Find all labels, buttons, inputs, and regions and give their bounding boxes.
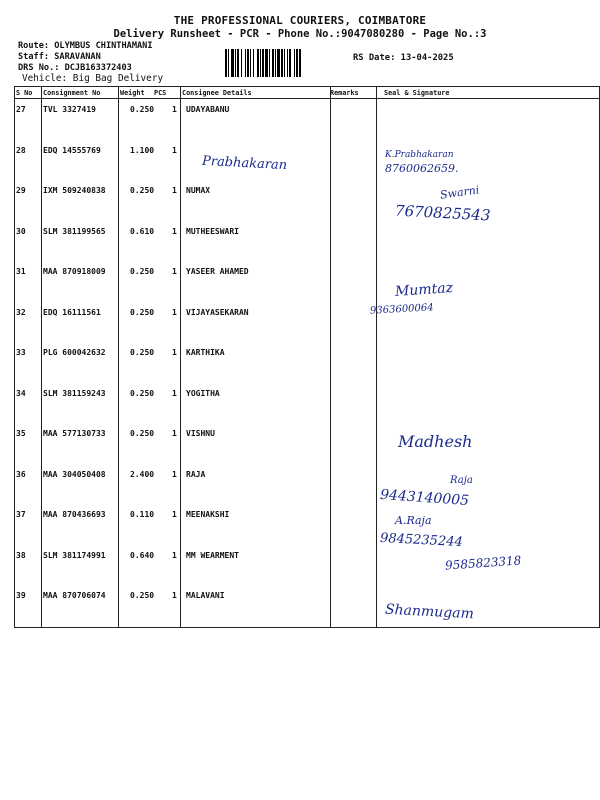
cell-weight: 0.610 [130, 226, 155, 236]
cell-consignment: SLM 381174991 [43, 550, 106, 560]
cell-consignment: SLM 381199565 [43, 226, 106, 236]
cell-consignee: UDAYABANU [186, 105, 230, 114]
cell-weight: 0.250 [130, 388, 155, 398]
runsheet-title: THE PROFESSIONAL COURIERS, COIMBATORE [173, 14, 427, 27]
cell-consignment: PLG 600042632 [43, 348, 106, 357]
cell-consignee: RAJA [186, 469, 206, 479]
col-header-consignee: Consignee Details [182, 89, 252, 97]
runsheet-subtitle: Delivery Runsheet - PCR - Phone No.:9047080280 - Page No.:3 [113, 28, 487, 40]
col-header-remarks: Remarks [330, 89, 359, 97]
cell-weight: 2.400 [130, 469, 155, 479]
cell-weight: 0.110 [130, 510, 155, 519]
cell-consignee: MM WEARMENT [186, 550, 239, 560]
route-label: Route: OLYMBUS CHINTHAMANI [18, 41, 153, 51]
cell-pcs: 1 [172, 226, 177, 236]
cell-pcs: 1 [172, 348, 177, 357]
cell-consignee: VISHNU [186, 429, 215, 438]
table-row [14, 98, 600, 139]
handwritten-text: Swarni [439, 183, 481, 202]
cell-consignment: IXM 509240838 [43, 186, 106, 195]
cell-consignee: YOGITHA [186, 388, 220, 398]
handwritten-text: Raja [450, 475, 473, 486]
handwritten-text: 8760062659. [385, 162, 459, 175]
cell-weight: 0.250 [130, 348, 155, 357]
cell-consignee: MALAVANI [186, 591, 225, 600]
handwritten-text: 7670825543 [394, 201, 491, 225]
cell-consignment: MAA 870918009 [43, 267, 106, 276]
cell-weight: 0.250 [130, 105, 155, 114]
handwritten-text: Prabhakaran [201, 153, 288, 174]
cell-sno: 39 [16, 591, 26, 600]
cell-sno: 38 [16, 550, 26, 560]
barcode [225, 49, 349, 77]
table-row [14, 382, 600, 423]
cell-consignee: NUMAX [186, 186, 211, 195]
staff-label: Staff: SARAVANAN [18, 52, 101, 62]
table-row [14, 503, 600, 544]
cell-pcs: 1 [172, 550, 177, 560]
cell-weight: 0.250 [130, 307, 155, 317]
cell-pcs: 1 [172, 510, 177, 519]
table-row [14, 463, 600, 504]
cell-sno: 35 [16, 429, 26, 438]
cell-sno: 34 [16, 388, 26, 398]
table-row [14, 584, 600, 625]
cell-sno: 36 [16, 469, 26, 479]
cell-weight: 0.250 [130, 186, 155, 195]
cell-weight: 0.250 [130, 591, 155, 600]
cell-consignee: MEENAKSHI [186, 510, 230, 519]
cell-pcs: 1 [172, 186, 177, 195]
col-header-signature: Seal & Signature [384, 89, 450, 97]
col-header-sno: S No [16, 89, 33, 97]
handwritten-text: A.Raja [395, 514, 432, 527]
cell-pcs: 1 [172, 388, 177, 398]
cell-sno: 32 [16, 307, 26, 317]
table-row [14, 179, 600, 220]
cell-pcs: 1 [172, 267, 177, 276]
handwritten-text: 9443140005 [379, 486, 470, 510]
col-header-pcs: PCS [154, 89, 167, 97]
cell-consignee: VIJAYASEKARAN [186, 307, 249, 317]
cell-consignment: MAA 304050408 [43, 469, 106, 479]
cell-pcs: 1 [172, 429, 177, 438]
cell-consignment: MAA 870706074 [43, 591, 106, 600]
handwritten-text: 9845235244 [379, 530, 464, 551]
table-row [14, 260, 600, 301]
cell-consignment: TVL 3327419 [43, 105, 96, 114]
cell-pcs: 1 [172, 591, 177, 600]
handwritten-text: K.Prabhakaran [385, 150, 454, 160]
cell-sno: 27 [16, 105, 26, 114]
vehicle-label: Vehicle: Big Bag Delivery [22, 73, 164, 84]
handwritten-text: 9585823318 [444, 553, 522, 573]
cell-pcs: 1 [172, 307, 177, 317]
table-row [14, 301, 600, 342]
cell-consignee: YASEER AHAMED [186, 267, 249, 276]
cell-consignment: SLM 381159243 [43, 388, 106, 398]
col-header-weight: Weight [120, 89, 145, 97]
drs-number: DRS No.: DCJB163372403 [18, 63, 132, 73]
cell-pcs: 1 [172, 469, 177, 479]
cell-weight: 0.250 [130, 429, 155, 438]
runsheet-table [14, 86, 600, 628]
cell-sno: 29 [16, 186, 26, 195]
handwritten-text: Madhesh [398, 432, 473, 451]
handwritten-text: 9363600064 [369, 302, 434, 317]
cell-consignment: EDQ 16111561 [43, 307, 101, 317]
cell-consignment: EDQ 14555769 [43, 145, 101, 155]
table-row [14, 220, 600, 261]
table-row [14, 341, 600, 382]
cell-sno: 33 [16, 348, 26, 357]
cell-consignee: MUTHEESWARI [186, 226, 239, 236]
barcode-bar [301, 49, 302, 77]
cell-sno: 31 [16, 267, 26, 276]
cell-sno: 37 [16, 510, 26, 519]
col-header-consignment: Consignment No [43, 89, 101, 97]
cell-consignment: MAA 577130733 [43, 429, 106, 438]
cell-weight: 0.640 [130, 550, 155, 560]
cell-weight: 0.250 [130, 267, 155, 276]
cell-consignee: KARTHIKA [186, 348, 225, 357]
cell-pcs: 1 [172, 105, 177, 114]
rs-date: RS Date: 13-04-2025 [353, 53, 454, 63]
cell-weight: 1.100 [130, 145, 155, 155]
cell-pcs: 1 [172, 145, 177, 155]
handwritten-text: Mumtaz [394, 279, 454, 301]
table-row [14, 422, 600, 463]
table-row [14, 139, 600, 180]
handwritten-text: Shanmugam [384, 601, 475, 623]
cell-sno: 28 [16, 145, 26, 155]
cell-sno: 30 [16, 226, 26, 236]
cell-consignment: MAA 870436693 [43, 510, 106, 519]
